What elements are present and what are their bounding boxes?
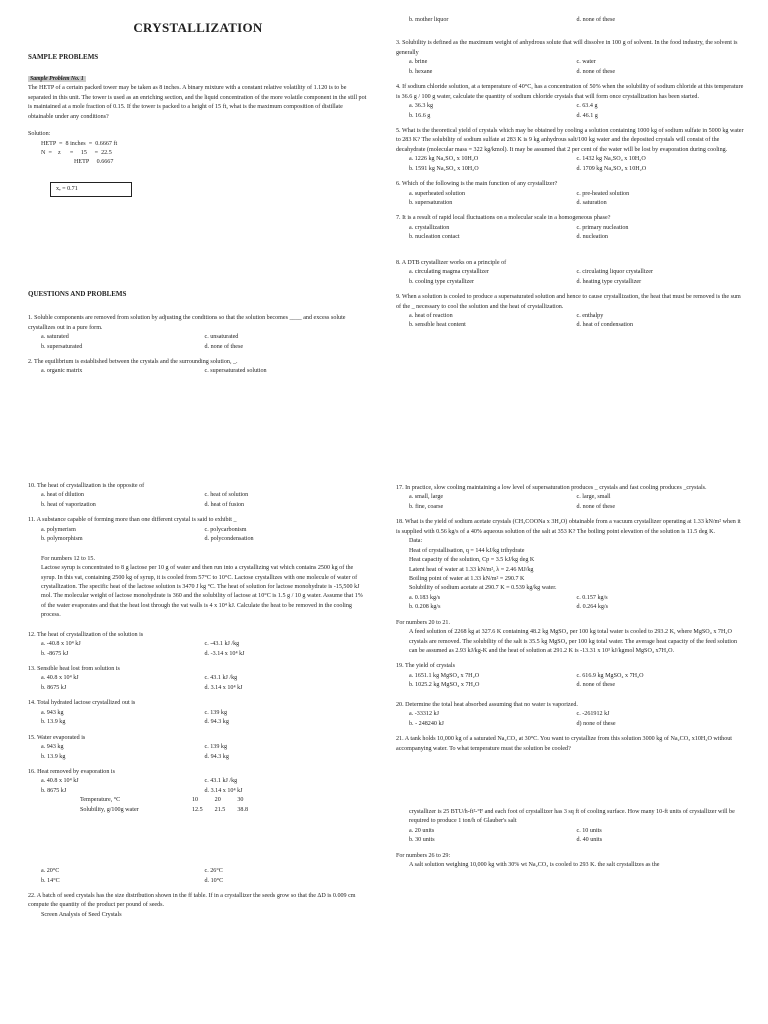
option: d. 3.14 x 10⁴ kJ (204, 684, 243, 691)
option: c. circulating liquor crystallizer (576, 269, 653, 276)
option: c. 10 units (576, 827, 602, 834)
option: a. brine (409, 59, 428, 66)
option: c. large, small (576, 494, 611, 501)
table-cell: 10 (192, 797, 199, 804)
option: b. fine, coarse (409, 503, 444, 510)
solution-line: N = z = 15 = 22.5 (41, 150, 112, 157)
option: c. -43.1 kJ /kg (204, 641, 240, 648)
page-2 (0, 476, 768, 1024)
table-cell: Temperature, °C (80, 797, 121, 804)
options-13 (28, 674, 368, 693)
option: c. supersaturated solution (204, 368, 267, 375)
options-6 (396, 190, 744, 209)
option: b. 13.9 kg (41, 753, 66, 760)
table-row (74, 796, 254, 805)
option: a. saturated (41, 334, 69, 341)
option: d. 10°C (204, 877, 224, 884)
options-19 (396, 672, 744, 691)
option: b. polymorphism (41, 536, 83, 543)
question-4: 4. If sodium chloride solution, at a temperature of 40°C, has a concentration of 50% when the solubility of sodium chloride at this temperature is 36.6 g / 100 g water, calculate the quantity of sodium chloride crystals that will form once crystallization has been started. (396, 84, 744, 100)
question-18-data: Data: (409, 538, 423, 545)
option: d. none of these (576, 503, 616, 510)
option: d. 94.3 kg (204, 753, 229, 760)
options-5 (396, 155, 744, 174)
option: c. 43.1 kJ /kg (204, 675, 238, 682)
question-18-data: Heat capacity of the solution, Cp = 3.5 kJ/kg deg K (409, 557, 535, 564)
numbers-12-15-label: For numbers 12 to 15. (41, 555, 95, 562)
option: d) none of these (576, 720, 616, 727)
question-18-data: Boiling point of water at 1.33 kN/m² = 290.7 K (409, 575, 525, 582)
question-11: 11. A substance capable of forming more than one different crystal is said to exhibit _ (28, 517, 237, 524)
options-8 (396, 268, 744, 287)
option: c. 139 kg (204, 744, 228, 751)
option: b. nucleation contact (409, 234, 460, 241)
option: d. -3.14 x 10⁴ kJ (204, 650, 245, 657)
option: a. 20°C (41, 868, 60, 875)
question-18-data: Latent heat of water at 1.33 kN/m², λ = 2.46 MJ/kg (409, 566, 534, 573)
option: c. 0.157 kg/s (576, 594, 608, 601)
question-13: 13. Sensible heat lost from solution is (28, 666, 120, 672)
option: c. -261912 kJ (576, 711, 610, 718)
sample-text: The HETP of a certain packed tower may be taken as 8 inches. A binary mixture with a constant relative volatility of 1.120 is to be separated in this unit. The tower is used as an enriching section, and the liquid concentration of the more volatile component in the still pot is maintained at a mole fraction of 0.15. If the tower is packed to a height of 15 ft, what is the maximum composition of distillate obtainable under any conditions? (28, 85, 367, 120)
question-2: 2. The equilibrium is established between the crystals and the surrounding solution, _. (28, 358, 238, 365)
options-16 (28, 777, 368, 796)
option: d. 40 units (576, 837, 603, 844)
options-2 (28, 367, 368, 376)
question-21: 21. A tank holds 10,000 kg of a saturated Na₂CO₃ at 30°C. You want to crystallize from this solution 3000 kg of Na₂CO₃ x10H₂O without accompanying water. To what temperature must the solution be cooled? (396, 736, 732, 752)
option: a. polymerism (41, 526, 76, 533)
option: c. polycarbonism (204, 526, 247, 533)
right-column-p2 (396, 484, 744, 871)
sample-heading: SAMPLE PROBLEMS (28, 53, 99, 62)
option: b. - 248240 kJ (409, 720, 444, 727)
option: a. small, large (409, 494, 444, 501)
option: b. 8675 kJ (41, 684, 67, 691)
question-10: 10. The heat of crystallization is the opposite of (28, 483, 145, 489)
option: d. 1709 kg Na₂SO₄ x 10H₂O (576, 165, 647, 172)
option: a. 943 kg (41, 744, 64, 751)
question-22: 22. A batch of seed crystals has the size distribution shown in the ff table. If in a crystallizer the seeds grow so that the ΔD is 0.009 cm compute the quantity of the product per pound of seeds. (28, 893, 356, 909)
options-10 (28, 491, 368, 510)
question-8: 8. A DTB crystallizer works on a principle of (396, 259, 507, 266)
options-20 (396, 710, 744, 729)
option: b. -8675 kJ (41, 650, 69, 657)
option: d. polycondensation (204, 536, 254, 543)
option: c. 616.9 kg MgSO₄ x 7H₂O (576, 672, 644, 679)
option: b. 1591 kg Na₂SO₄ x 10H₂O (409, 165, 479, 172)
option: a. crystallization (409, 224, 450, 231)
option: d. saturation (576, 200, 607, 206)
left-column-p1 (28, 18, 368, 377)
numbers-20-21-label: For numbers 20 to 21. (396, 619, 450, 626)
question-20: 20. Determine the total heat absorbed assuming that no water is vaporized. (396, 701, 578, 708)
option: b. 8675 kJ (41, 787, 67, 794)
question-5: 5. What is the theoretical yield of crystals which may be obtained by cooling a solution containing 1000 kg of sodium sulfate in 5000 kg water to 283 K? The solubility of sodium sulfate at 283 K is 9 kg anhydrous salt/100 kg water and the deposited crystals will consist of the decahydrate (molecular mass = 322 kg/kmol). It may be assumed that 2 per cent of the water will be lost by evaporation during cooling. (396, 127, 744, 153)
option: a. organic matrix (41, 368, 83, 375)
options-9 (396, 312, 744, 331)
option: d. 3.14 x 10⁴ kJ (204, 787, 243, 794)
option: d. 0.264 kg/s (576, 604, 608, 611)
option: a. 40.8 x 10⁴ kJ (41, 778, 79, 785)
question-18-data: Heat of crystallisation, q = 144 kJ/kg trihydrate (409, 547, 525, 554)
question-7: 7. It is a result of rapid local fluctuations on a molecular scale in a homogeneous phase? (396, 215, 611, 222)
option: a. 1651.1 kg MgSO₄ x 7H₂O (409, 672, 480, 679)
option: b. sensible heat content (409, 322, 466, 329)
question-25-text: crystallizer is 25 BTU/h-ft²-°F and each foot of crystallizer has 3 sq ft of cooling surface. How many 10-ft units of crystallizer will be required to produce 1 ton/h of Glauber's salt (409, 808, 735, 825)
option: a. superheated solution (409, 190, 466, 197)
options-11 (28, 526, 368, 545)
option: d. none of these (576, 682, 616, 689)
sample-label: Sample Problem No. 1 (30, 75, 84, 82)
option: c. unsaturated (204, 334, 239, 341)
solution-label: Solution: (28, 131, 51, 138)
option: d. 46.1 g (576, 112, 598, 119)
table-cell: 38.8 (237, 806, 249, 813)
options-3 (396, 58, 744, 77)
option: b. hexane (409, 68, 433, 75)
option: b. 16.6 g (409, 112, 431, 119)
option: d. none of these (576, 17, 616, 23)
options-4 (396, 102, 744, 121)
option: c. enthalpy (576, 312, 604, 319)
question-18-data: Solubility of sodium acetate at 290.7 K = 0.539 kg/kg water. (409, 585, 557, 592)
option: d. heating type crystallizer (576, 278, 642, 285)
left-column-p2 (28, 482, 368, 920)
option: a. heat of dilution (41, 492, 84, 499)
table-cell: 30 (237, 797, 244, 804)
option: c. primary nucleation (576, 224, 629, 231)
table-cell: 20 (214, 797, 221, 804)
solution-line: HETP 0.6667 (74, 159, 114, 166)
option: d. nucleation (576, 234, 608, 241)
option: a. 40.8 x 10⁴ kJ (41, 675, 79, 682)
option: b. mother liquor (409, 17, 449, 23)
options-1 (28, 333, 368, 352)
question-14: 14. Total hydrated lactose crystallized out is (28, 700, 136, 707)
solubility-table (74, 796, 254, 815)
option: a. 36.3 kg (409, 103, 434, 110)
options-7 (396, 224, 744, 243)
answer-box: xₑ = 0.71 (50, 182, 132, 197)
option: b. 14°C (41, 877, 60, 884)
numbers-26-29-text: A salt solution weighing 10,000 kg with 30% wt Na₂CO₃ is cooled to 293 K. the salt crystallizes as the (409, 862, 660, 869)
question-16: 16. Heat removed by evaporation is (28, 768, 115, 775)
options-15 (28, 743, 368, 762)
options-18 (396, 594, 744, 613)
options-14 (28, 709, 368, 728)
option: b. 0.208 kg/s (409, 604, 441, 611)
page-separator (0, 468, 768, 476)
option: b. heat of vaporization (41, 501, 96, 508)
table-cell: 21.5 (214, 806, 226, 813)
questions-heading: QUESTIONS AND PROBLEMS (28, 290, 127, 299)
option: d. heat of condensation (576, 322, 634, 329)
question-19: 19. The yield of crystals (396, 663, 455, 670)
question-1: 1. Soluble components are removed from solution by adjusting the conditions so that the solution becomes ____ and excess solute crystallizes out in a pure form. (28, 315, 346, 331)
option: b. 1025.2 kg MgSO₄ x 7H₂O (409, 682, 480, 689)
numbers-12-15-text: Lactose syrup is concentrated to 8 g lactose per 10 g of water and then run into a crystallizing vat which contains 2500 kg of the syrup. In this vat, containing 2500 kg of syrup, it is cooled from 57°C to 10°C. Lactose crystallizes with one molecule of water of crystallization. The specific heat of the lactose solution is 3470 J kg °C. The heat of solution for lactose monohydrate is -15,500 kJ mol. The molecular weight of lactose monohydrate is 360 and the solubility of lactose at 10°C is 1.5 g / 10 g water. Assume that 1% of the water evaporates and that the heat lost through the vat walls is 4 x 10⁴ kJ. Calculate the heat to be removed in the cooling process. (41, 565, 363, 619)
question-18: 18. What is the yield of sodium acetate crystals (CH₃COONa x 3H₂O) obtainable from a vacuum crystallizer operating at 1.33 kN/m² when it is supplied with 0.56 kg/s of a 40% aqueous solution of the salt at 353 K? The boiling point elevation of the solution is 11.5 deg K. (396, 519, 741, 535)
table-row (74, 806, 254, 815)
options-21 (28, 867, 368, 886)
option: a. heat of reaction (409, 312, 453, 319)
option: b. 13.9 kg (41, 719, 66, 726)
table-cell: 12.5 (192, 806, 203, 813)
option: d. heat of fusion (204, 501, 245, 508)
options-17 (396, 493, 744, 512)
question-3: 3. Solubility is defined as the maximum weight of anhydrous solute that will dissolve in 100 g of solvent. In the food industry, the solvent is generally (396, 40, 738, 56)
option: d. none of these (204, 343, 244, 350)
option: c. pre-heated solution (576, 190, 630, 197)
option: b. supersaturated (41, 343, 83, 350)
solution-line: HETP = 8 inches = 0.6667 ft (41, 140, 118, 147)
option: b. 30 units (409, 837, 435, 844)
option: c. 139 kg (204, 709, 228, 716)
question-22-subtitle: Screen Analysis of Seed Crystals (41, 911, 122, 918)
numbers-26-29-label: For numbers 26 to 29: (396, 852, 451, 859)
question-17: 17. In practice, slow cooling maintaining a low level of supersaturation produces _ crystals and fast cooling produces _crystals. (396, 485, 707, 491)
option: c. 63.4 g (576, 103, 598, 110)
option: a. circulating magma crystallizer (409, 269, 489, 276)
option: a. -33312 kJ (409, 711, 439, 718)
question-15: 15. Water evaporated is (28, 734, 86, 741)
option: b. supersaturation (409, 200, 453, 206)
option: a. -40.8 x 10⁴ kJ (41, 641, 81, 648)
option: d. 94.3 kg (204, 719, 229, 726)
question-6: 6. Which of the following is the main function of any crystallizer? (396, 181, 558, 188)
option: d. none of these (576, 68, 616, 75)
options-25 (396, 827, 744, 846)
page-1 (0, 0, 768, 468)
right-column-p1 (396, 16, 744, 331)
options-2-cont (396, 16, 744, 25)
option: a. 1226 kg Na₂SO₄ x 10H₂O (409, 156, 479, 163)
question-9: 9. When a solution is cooled to produce a supersaturated solution and hence to cause crystallization, the heat that must be removed is the sum of the _ necessary to cool the solution and the heat of crystallization. (396, 294, 741, 310)
page-title: CRYSTALLIZATION (133, 20, 263, 35)
option: a. 943 kg (41, 709, 64, 716)
options-12 (28, 640, 368, 659)
option: b. cooling type crystallizer (409, 278, 474, 285)
option: c. 43.1 kJ /kg (204, 778, 238, 785)
table-cell: Solubility, g/100g water (80, 806, 139, 813)
option: c. water (576, 59, 596, 66)
option: a. 0.183 kg/s (409, 594, 441, 601)
numbers-20-21-text: A feed solution of 2268 kg at 327.6 K containing 48.2 kg MgSO₄ per 100 kg total water is cooled to 293.2 K, where MgSO₄ x 7H₂O crystals are removed. The solubility of the salt is 35.5 kg MgSO₄ per 100 kg total water. The average heat capacity of the feed solution can be assumed as 2.93 kJ/kg-K and the heat of solution at 291.2 K is -13.31 x 10³ kJ/kgmol MgSO₄ x7H₂O. (409, 629, 737, 654)
option: c. 26°C (204, 868, 223, 875)
option: c. 1432 kg Na₂SO₄ x 10H₂O (576, 156, 646, 163)
question-12: 12. The heat of crystallization of the solution is (28, 631, 144, 638)
option: c. heat of solution (204, 492, 249, 499)
option: a. 20 units (409, 827, 435, 834)
